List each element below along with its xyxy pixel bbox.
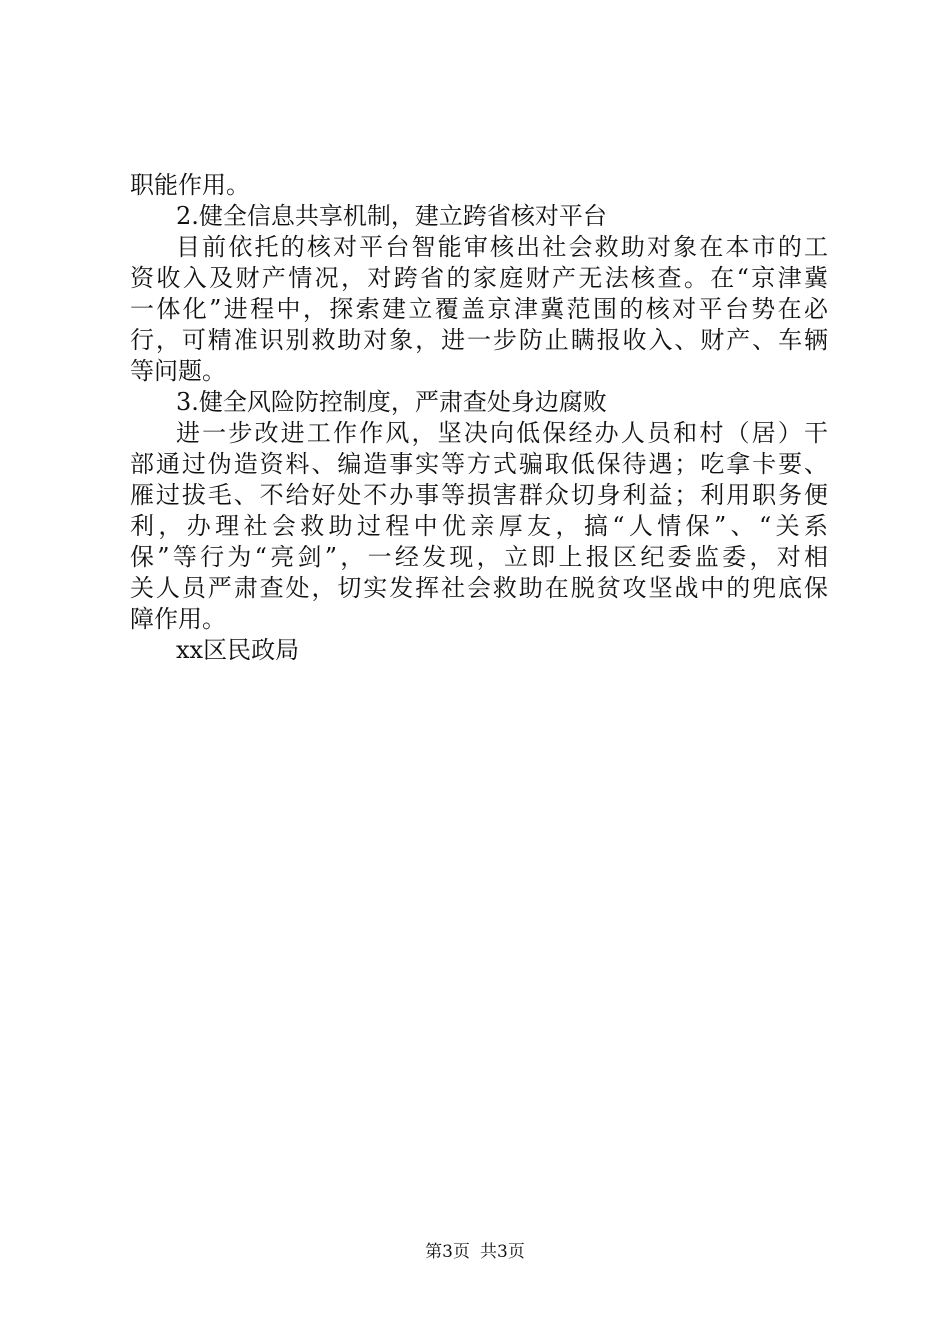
paragraph-line: 目前依托的核对平台智能审核出社会救助对象在本市的工 <box>176 233 828 261</box>
paragraph-line: 进一步改进工作作风，坚决向低保经办人员和村（居）干 <box>176 419 828 447</box>
paragraph-line: 障作用。 <box>130 605 226 633</box>
paragraph-line: 关人员严肃查处，切实发挥社会救助在脱贫攻坚战中的兜底保 <box>130 574 828 602</box>
paragraph-line: 利，办理社会救助过程中优亲厚友，搞“人情保”、“关系 <box>130 512 828 540</box>
paragraph-line: 部通过伪造资料、编造事实等方式骗取低保待遇；吃拿卡要、 <box>130 450 828 478</box>
page-footer <box>0 1240 950 1264</box>
section-heading-2: 2.健全信息共享机制，建立跨省核对平台 <box>176 202 607 230</box>
paragraph-line: 行，可精准识别救助对象，进一步防止瞒报收入、财产、车辆 <box>130 326 828 354</box>
paragraph-line: 等问题。 <box>130 357 226 385</box>
paragraph-line: 保”等行为“亮剑”，一经发现，立即上报区纪委监委，对相 <box>130 543 828 571</box>
paragraph-line: 雁过拔毛、不给好处不办事等损害群众切身利益；利用职务便 <box>130 481 828 509</box>
body-line-continuation: 职能作用。 <box>130 171 250 199</box>
total-pages: 共3页 <box>480 1242 525 1262</box>
paragraph-line: 一体化”进程中，探索建立覆盖京津冀范围的核对平台势在必 <box>130 295 828 323</box>
page-number: 第3页 <box>425 1242 470 1262</box>
paragraph-line: 资收入及财产情况，对跨省的家庭财产无法核查。在“京津冀 <box>130 264 828 292</box>
document-body <box>130 170 828 666</box>
signature-line: xx区民政局 <box>176 636 300 664</box>
section-heading-3: 3.健全风险防控制度，严肃查处身边腐败 <box>176 388 607 416</box>
